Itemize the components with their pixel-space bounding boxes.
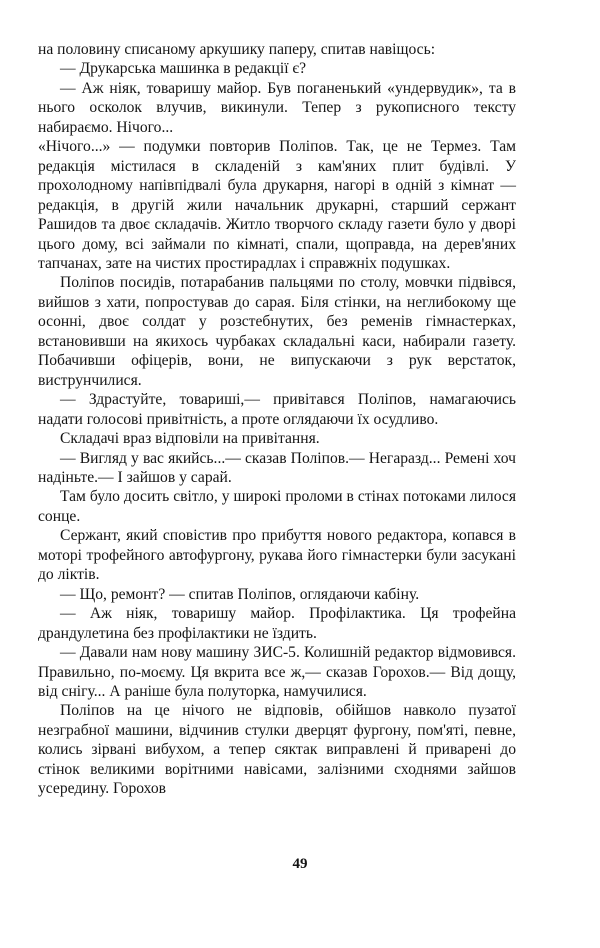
paragraph-14: Поліпов на це нічого не відповів, обійшов навколо пузатої незграбної машини, відчинив стулки дверцят фургону, пом'яті, певне, колись зірвані вибухом, а тепер сяктак виправлені й приварені до стінок великими ворітними навісами, залізними сходнями зайшов усередину. Горохов xyxy=(38,702,516,798)
paragraph-9: Там було досить світло, у широкі проломи в стінах потоками лилося сонце. xyxy=(38,488,516,525)
paragraph-13: — Давали нам нову машину ЗИС-5. Колишній редактор відмовився. Правильно, по-моєму. Ця вкрита все ж,— сказав Горохов.— Від дощу, від снігу... А раніше була полуторка, намучилися. xyxy=(38,644,516,700)
paragraph-12: — Аж ніяк, товаришу майор. Профілактика. Ця трофейна драндулетина без профілактики не їздить. xyxy=(38,605,516,642)
paragraph-5: Поліпов посидів, потарабанив пальцями по столу, мовчки підвівся, вийшов з хати, попростував до сарая. Біля стінки, на неглибокому ще осонні, двоє солдат у розстебнутих, без ременів гімнастерках, встановивши на якихось чурбаках складальні каси, набирали газету. Побачивши офіцерів, вони, не випускаючи з рук верстаток, виструнчилися. xyxy=(38,274,516,389)
paragraph-3: — Аж ніяк, товаришу майор. Був поганенький «ундервудик», та в нього осколок влучив, викинули. Тепер з рукописного тексту набираємо. Нічого... xyxy=(38,79,516,136)
paragraph-6: — Здрастуйте, товариші,— привітався Поліпов, намагаючись надати голосові привітність, а проте оглядаючи їх осудливо. xyxy=(38,391,516,428)
paragraph-4: «Нічого...» — подумки повторив Поліпов. Так, це не Термез. Там редакція містилася в складеній з кам'яних плит будівлі. У прохолодному напівпідвалі була друкарня, нагорі в одній з кімнат — редакція, в другій жили начальник друкарні, старший сержант Рашидов та двоє складачів. Житло творчого складу газети було у дворі цього дому, всі займали по кімнаті, спали, щоправда, на дерев'яних тапчанах, зате на чистих простирадлах і справжніх подушках. xyxy=(38,138,516,272)
body-text xyxy=(38,40,516,799)
paragraph-7: Складачі враз відповіли на привітання. xyxy=(60,430,320,448)
paragraph-1: на половину списаному аркушику паперу, спитав навіщось: xyxy=(38,41,436,58)
page-number: 49 xyxy=(292,856,308,872)
paragraph-10: Сержант, який сповістив про прибуття нового редактора, копався в моторі трофейного автофургону, рукава його гімнастерки були засукані до ліктів. xyxy=(38,527,516,584)
paragraph-8: — Вигляд у вас якийсь...— сказав Поліпов.— Негаразд... Ремені хоч надіньте.— І зайшов у сарай. xyxy=(38,449,516,486)
paragraph-11: — Що, ремонт? — спитав Поліпов, оглядаючи кабіну. xyxy=(60,585,420,603)
paragraph-2: — Друкарська машинка в редакції є? xyxy=(60,60,307,78)
